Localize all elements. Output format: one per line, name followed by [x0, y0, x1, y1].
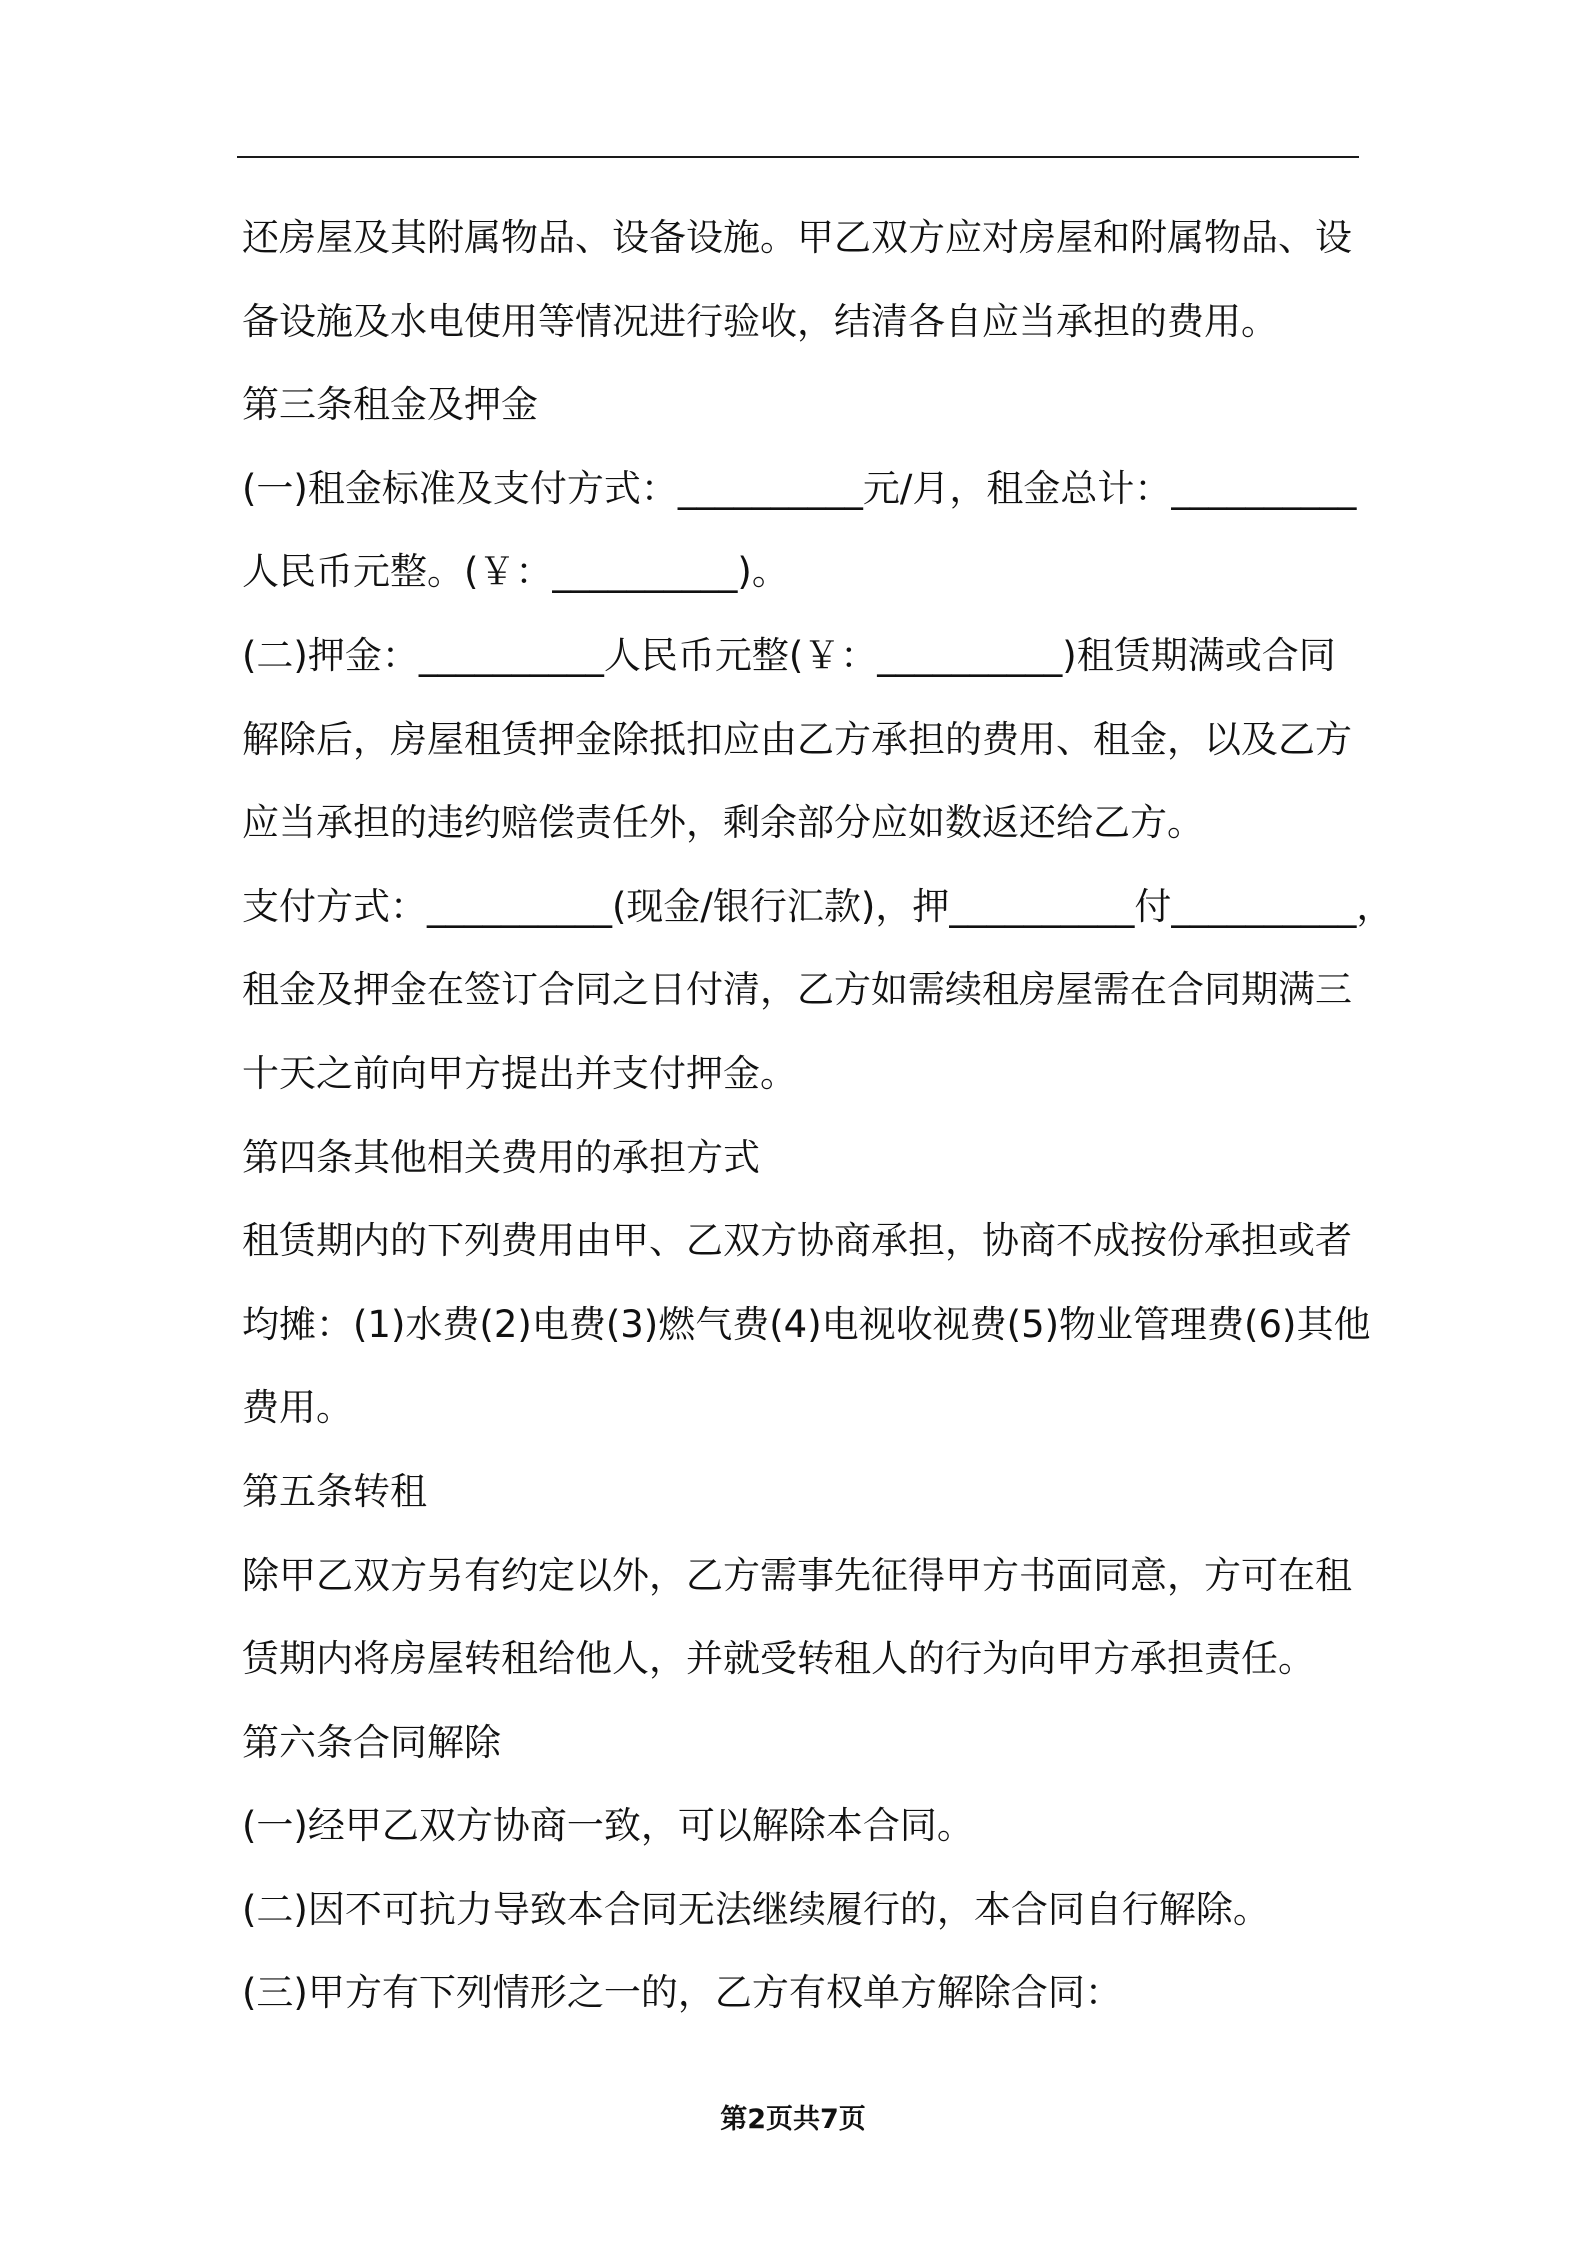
text-line: 租赁期内的下列费用由甲、乙双方协商承担，协商不成按份承担或者	[242, 1219, 1352, 1263]
text-line: 还房屋及其附属物品、设备设施。甲乙双方应对房屋和附属物品、设	[242, 216, 1352, 259]
text-line: 租金及押金在签订合同之日付清，乙方如需续租房屋需在合同期满三	[242, 968, 1352, 1012]
text-line: (二)押金：__________人民币元整(￥：__________)租赁期满或合同	[242, 633, 1336, 677]
section-heading: 第四条其他相关费用的承担方式	[242, 1135, 760, 1179]
text-line: (一)租金标准及支付方式：__________元/月，租金总计：__________	[242, 466, 1357, 510]
text-line: 应当承担的违约赔偿责任外，剩余部分应如数返还给乙方。	[242, 801, 1204, 845]
page-number: 第2页共7页	[720, 2104, 866, 2135]
text-line: (三)甲方有下列情形之一的，乙方有权单方解除合同：	[242, 1971, 1122, 2015]
document-body	[242, 196, 1394, 2035]
text-line: 除甲乙双方另有约定以外，乙方需事先征得甲方书面同意，方可在租	[242, 1553, 1352, 1597]
section-heading: 第六条合同解除	[242, 1720, 501, 1764]
text-line: 十天之前向甲方提出并支付押金。	[242, 1051, 797, 1095]
header-divider	[237, 156, 1359, 158]
text-line: 支付方式：__________(现金/银行汇款)，押__________付__________，	[242, 884, 1394, 928]
text-line: 备设施及水电使用等情况进行验收，结清各自应当承担的费用。	[242, 299, 1278, 343]
text-line: 解除后，房屋租赁押金除抵扣应由乙方承担的费用、租金，以及乙方	[242, 717, 1352, 761]
text-line: 费用。	[242, 1386, 353, 1430]
text-line: (一)经甲乙双方协商一致，可以解除本合同。	[242, 1804, 974, 1848]
text-line: (二)因不可抗力导致本合同无法继续履行的，本合同自行解除。	[242, 1887, 1270, 1931]
text-line: 均摊：(1)水费(2)电费(3)燃气费(4)电视收视费(5)物业管理费(6)其他	[242, 1302, 1371, 1346]
section-heading: 第三条租金及押金	[242, 383, 538, 427]
section-heading: 第五条转租	[242, 1469, 427, 1513]
text-line: 赁期内将房屋转租给他人，并就受转租人的行为向甲方承担责任。	[242, 1637, 1315, 1681]
text-line: 人民币元整。(￥：__________)。	[242, 550, 789, 594]
